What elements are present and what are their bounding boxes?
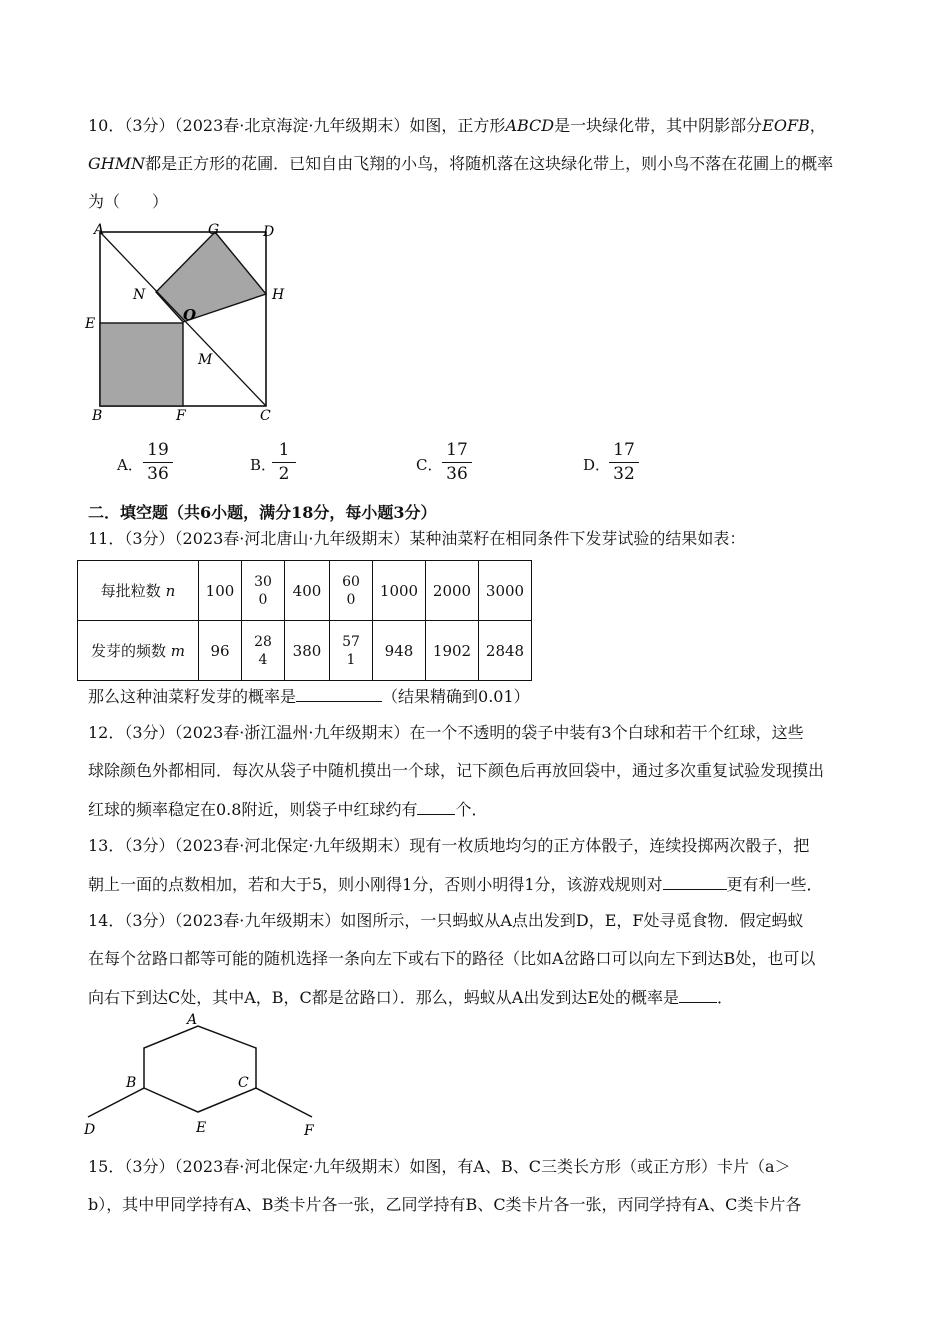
table-cell: 2848 (479, 621, 532, 681)
q11-table (77, 560, 532, 681)
option-b-fraction (272, 440, 296, 485)
option-c-fraction (442, 440, 472, 485)
label-c: C (238, 1075, 249, 1091)
q12-line3: 红球的频率稳定在0.8附近，则袋子中红球约有 个． (88, 800, 488, 819)
table-cell: 948 (373, 621, 426, 681)
q10-line3: 为（ ） (88, 192, 169, 211)
option-c-denominator: 36 (446, 464, 468, 484)
label-c: C (260, 408, 271, 424)
q12-line2: 球除颜色外都相同．每次从袋子中随机摸出一个球，记下颜色后再放回袋中，通过多次重复试验发现摸出 (88, 761, 825, 780)
q14-line3: 向右下到达C处，其中A，B，C都是岔路口）．那么，蚂蚁从A出发到达E处的概率是 ． (88, 988, 734, 1007)
label-n: N (133, 287, 146, 303)
path-outer (88, 1026, 312, 1117)
option-c-label: C． (416, 456, 443, 474)
table-cell: 400 (285, 561, 330, 621)
table-cell: 发芽的频数 m (78, 621, 199, 681)
option-a-numerator: 19 (147, 440, 169, 460)
q10-line1: 10．（3分）（2023春·北京海淀·九年级期末）如图，正方形ABCD是一块绿化带，其中阴影部分EOFB， (88, 116, 826, 135)
table-cell: 每批粒数 n (78, 561, 199, 621)
label-g: G (208, 222, 220, 238)
label-f: F (304, 1123, 314, 1137)
q14-answer-blank[interactable] (679, 987, 717, 1003)
q10-line2: GHMN都是正方形的花圃．已知自由飞翔的小鸟，将随机落在这块绿化带上，则小鸟不落在花圃上的概率 (88, 154, 834, 173)
q15-line2: b），其中甲同学持有A、B类卡片各一张，乙同学持有B、C类卡片各一张，丙同学持有A、C类卡片各 (88, 1195, 802, 1214)
q12-line1: 12．（3分）（2023春·浙江温州·九年级期末）在一个不透明的袋子中装有3个白球和若干个红球，这些 (88, 723, 804, 742)
label-a: A (94, 222, 105, 238)
option-d-fraction (609, 440, 639, 485)
label-d: D (84, 1122, 96, 1137)
square-eofb (100, 323, 183, 406)
option-c-numerator: 17 (446, 440, 468, 460)
table-cell: 60 0 (330, 561, 373, 621)
table-cell: 380 (285, 621, 330, 681)
table-cell: 100 (199, 561, 242, 621)
option-a-denominator: 36 (147, 464, 169, 484)
q11-answer-blank[interactable] (296, 686, 382, 702)
q13-line1: 13．（3分）（2023春·河北保定·九年级期末）现有一枚质地均匀的正方体骰子，连续投掷两次骰子，把 (88, 836, 810, 855)
section-title: 二．填空题（共6小题，满分18分，每小题3分） (88, 503, 437, 522)
table-cell: 2000 (426, 561, 479, 621)
table-cell: 96 (199, 621, 242, 681)
label-o: O (183, 306, 197, 324)
option-d-numerator: 17 (613, 440, 635, 460)
label-b: B (92, 408, 103, 424)
option-a-label: A． (117, 456, 143, 474)
q12-answer-blank[interactable] (417, 799, 455, 815)
q11-answer-line: 那么这种油菜籽发芽的概率是 （结果精确到0.01） (88, 687, 530, 706)
label-b: B (126, 1075, 137, 1091)
table-cell: 1000 (373, 561, 426, 621)
path-inner (144, 1088, 256, 1112)
label-e: E (85, 316, 96, 332)
option-b-numerator: 1 (278, 440, 290, 460)
q14-path-figure (80, 1012, 325, 1137)
table-cell: 57 1 (330, 621, 373, 681)
label-m: M (198, 352, 213, 368)
table-row (78, 561, 532, 621)
q11-stem: 11．（3分）（2023春·河北唐山·九年级期末）某种油菜籽在相同条件下发芽试验的结果如表： (88, 529, 746, 548)
option-b-label: B． (250, 456, 277, 474)
label-e: E (196, 1120, 207, 1136)
option-d-label: D． (583, 456, 611, 474)
q14-line1: 14．（3分）（2023春·九年级期末）如图所示，一只蚂蚁从A点出发到D，E，F处寻觅食物．假定蚂蚁 (88, 911, 804, 930)
table-cell: 30 0 (242, 561, 285, 621)
option-d-denominator: 32 (613, 464, 635, 484)
q13-line2: 朝上一面的点数相加，若和大于5，则小刚得1分，否则小明得1分，该游戏规则对 更有利一些． (88, 875, 823, 894)
label-d: D (263, 224, 275, 240)
q15-line1: 15．（3分）（2023春·河北保定·九年级期末）如图，有A、B、C三类长方形（或正方形）卡片（a＞ (88, 1157, 791, 1176)
option-b-denominator: 2 (278, 464, 290, 484)
q14-line2: 在每个岔路口都等可能的随机选择一条向左下或右下的路径（比如A岔路口可以向左下到达B处，也可以 (88, 949, 816, 968)
option-a-fraction (143, 440, 173, 485)
q10-square-figure (80, 220, 300, 425)
table-cell: 1902 (426, 621, 479, 681)
label-f: F (176, 408, 186, 424)
table-cell: 3000 (479, 561, 532, 621)
q13-answer-blank[interactable] (663, 874, 727, 890)
table-cell: 28 4 (242, 621, 285, 681)
label-a: A (187, 1012, 198, 1028)
label-h: H (272, 287, 285, 303)
table-row (78, 621, 532, 681)
